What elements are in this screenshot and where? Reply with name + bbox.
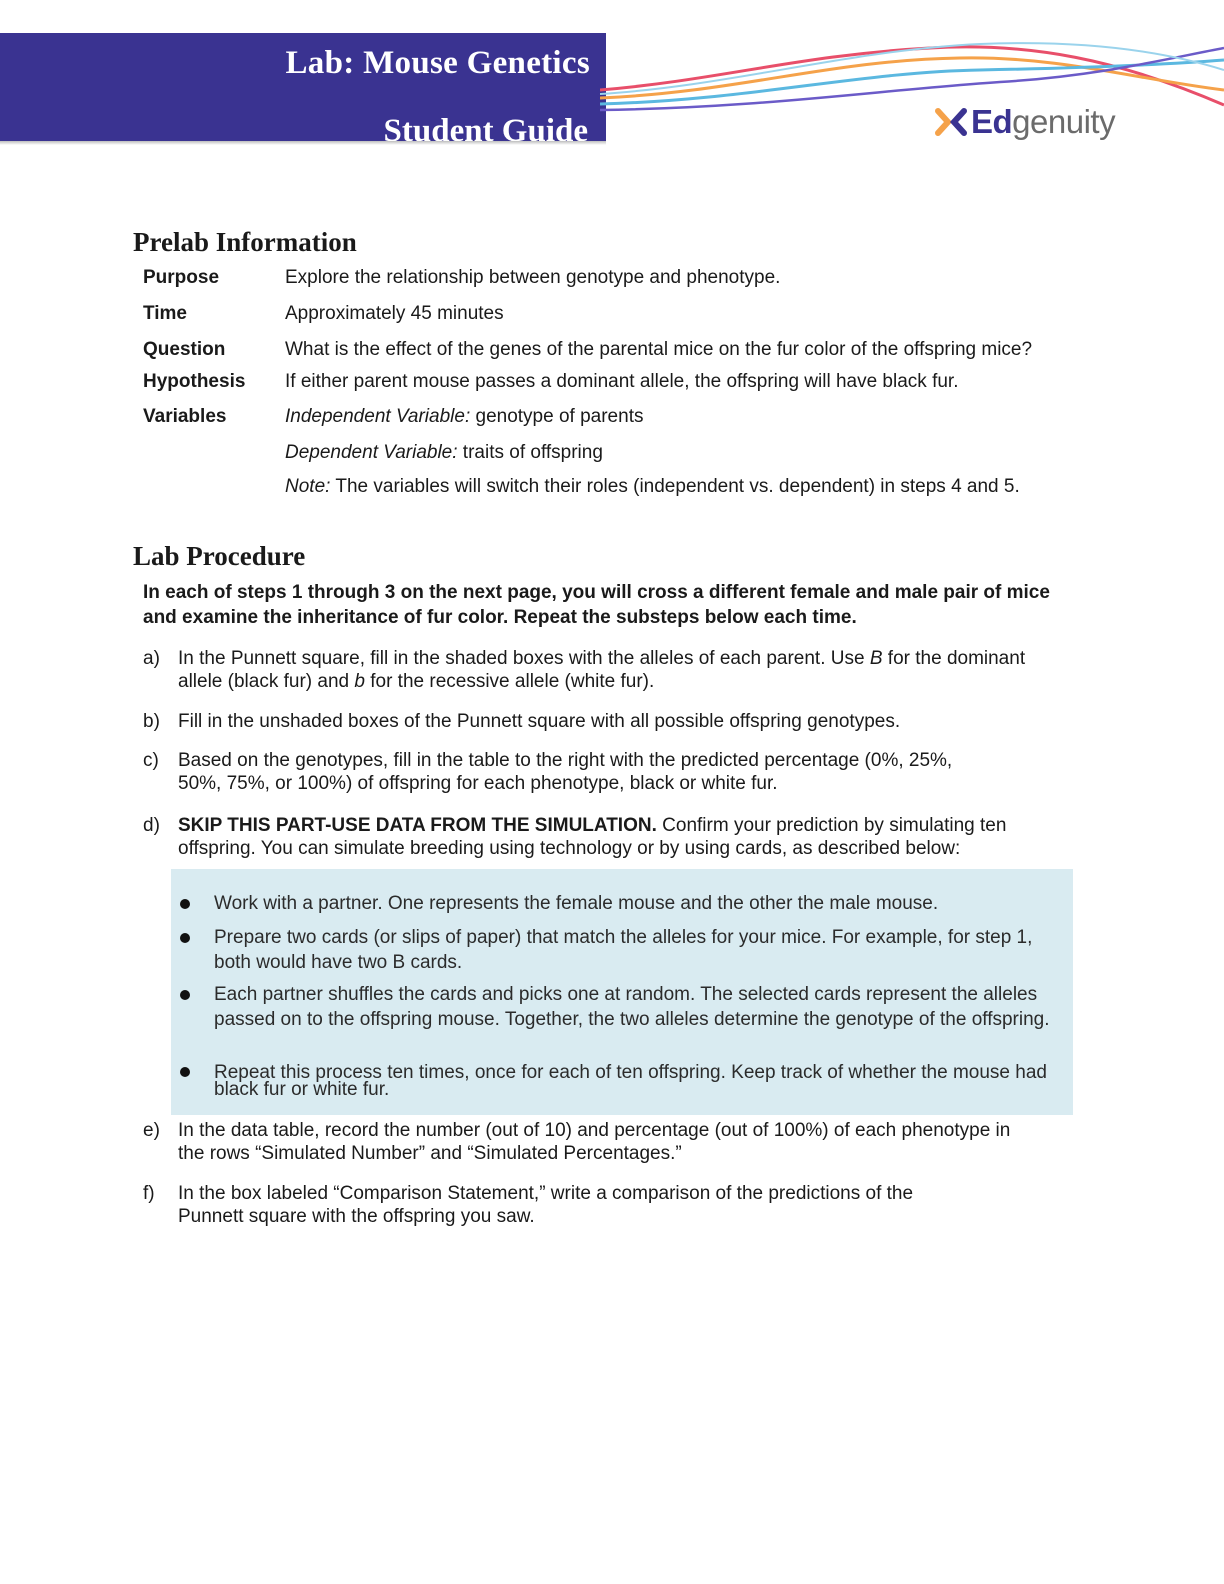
independent-variable [285,406,643,428]
prelab-value: If either parent mouse passes a dominant allele, the offspring will have black fur. [285,371,959,392]
step-f [143,1182,1063,1228]
step-e [143,1119,1063,1165]
header-banner [0,33,606,141]
simulation-bullet [171,982,1051,1032]
step-letter: e) [143,1120,160,1141]
bullet-icon [180,990,190,1000]
document-title: Lab: Mouse Genetics [285,45,590,81]
step-text [178,647,1063,693]
skip-notice: SKIP THIS PART-USE DATA FROM THE SIMULATION. [178,815,657,836]
step-a-text-3: for the recessive allele (white fur). [364,671,655,692]
step-letter: a) [143,648,160,669]
logo-suffix: genuity [1012,103,1116,140]
procedure-intro: In each of steps 1 through 3 on the next page, you will cross a different female and male pair of mice and examine the inheritance of fur color. Repeat the substeps below each time. [143,582,1050,628]
step-text: In the data table, record the number (out of 10) and percentage (out of 100%) of each phenotype in the rows “Simulated Number” and “Simulated Percentages.” [178,1120,1011,1164]
step-c [143,749,1063,795]
prelab-label: Hypothesis [143,371,246,392]
document-subtitle: Student Guide [383,113,588,141]
simulation-bullet [171,925,1051,975]
logo-prefix: Ed [971,103,1013,140]
bullet-text: Each partner shuffles the cards and picks one at random. The selected cards represent the alleles passed on to the offspring mouse. Together, the two alleles determine the genotype of the offspring. [214,984,1050,1030]
prelab-label: Question [143,339,226,360]
bullet-icon [180,899,190,909]
step-text [178,814,1063,860]
prelab-label: Variables [143,406,227,427]
simulation-bullet [171,891,1051,916]
header-shadow [0,141,606,145]
prelab-value: Explore the relationship between genotype and phenotype. [285,267,781,288]
prelab-value: What is the effect of the genes of the parental mice on the fur color of the offspring mice? [285,339,1033,360]
dependent-value: traits of offspring [457,442,603,463]
step-a [143,647,1063,693]
simulation-bullet [171,1064,1051,1098]
step-text: Fill in the unshaded boxes of the Punnett square with all possible offspring genotypes. [178,711,901,732]
prelab-heading: Prelab Information [133,227,357,257]
dependent-label: Dependent Variable: [285,442,458,463]
bullet-text: Repeat this process ten times, once for each of ten offspring. Keep track of whether the mouse had black fur or white fur. [214,1062,1047,1100]
bullet-icon [180,1067,190,1077]
dominant-allele-symbol: B [869,648,883,669]
step-text: In the box labeled “Comparison Statement,” write a comparison of the predictions of the Punnett square with the offspring you saw. [178,1183,914,1227]
variables-note [285,476,1020,498]
step-letter: d) [143,815,160,836]
step-a-text-2: for the dominant allele (black fur) and [178,648,1026,692]
note-value: The variables will switch their roles (independent vs. dependent) in steps 4 and 5. [330,476,1020,497]
edgenuity-logo [934,100,1115,144]
bullet-text: Prepare two cards (or slips of paper) that match the alleles for your mice. For example, for step 1, both would have two B cards. [214,927,1033,973]
dependent-variable [285,442,603,464]
step-letter: c) [143,750,159,771]
prelab-value: Approximately 45 minutes [285,303,504,324]
step-a-text-1: In the Punnett square, fill in the shaded boxes with the alleles of each parent. Use [178,648,870,669]
prelab-label: Purpose [143,267,220,288]
note-label: Note: [285,476,331,497]
step-d-text: Confirm your prediction by simulating ten offspring. You can simulate breeding using technology or by using cards, as described below: [178,815,1007,859]
recessive-allele-symbol: b [354,671,365,692]
simulation-instructions-box [171,869,1073,1115]
procedure-heading: Lab Procedure [133,541,306,571]
independent-label: Independent Variable: [285,406,471,427]
step-letter: f) [143,1183,155,1204]
step-text: Based on the genotypes, fill in the table to the right with the predicted percentage (0%, 25%, 50%, 75%, or 100%) of offspring for each phenotype, black or white fur. [178,750,953,794]
bullet-icon [180,933,190,943]
independent-value: genotype of parents [470,406,644,427]
step-b [143,710,1063,733]
prelab-label: Time [143,303,188,324]
decorative-waves [600,20,1224,130]
step-letter: b) [143,711,160,732]
bullet-text: Work with a partner. One represents the female mouse and the other the male mouse. [214,893,939,914]
edgenuity-x-icon [934,105,968,139]
step-d [143,814,1063,860]
